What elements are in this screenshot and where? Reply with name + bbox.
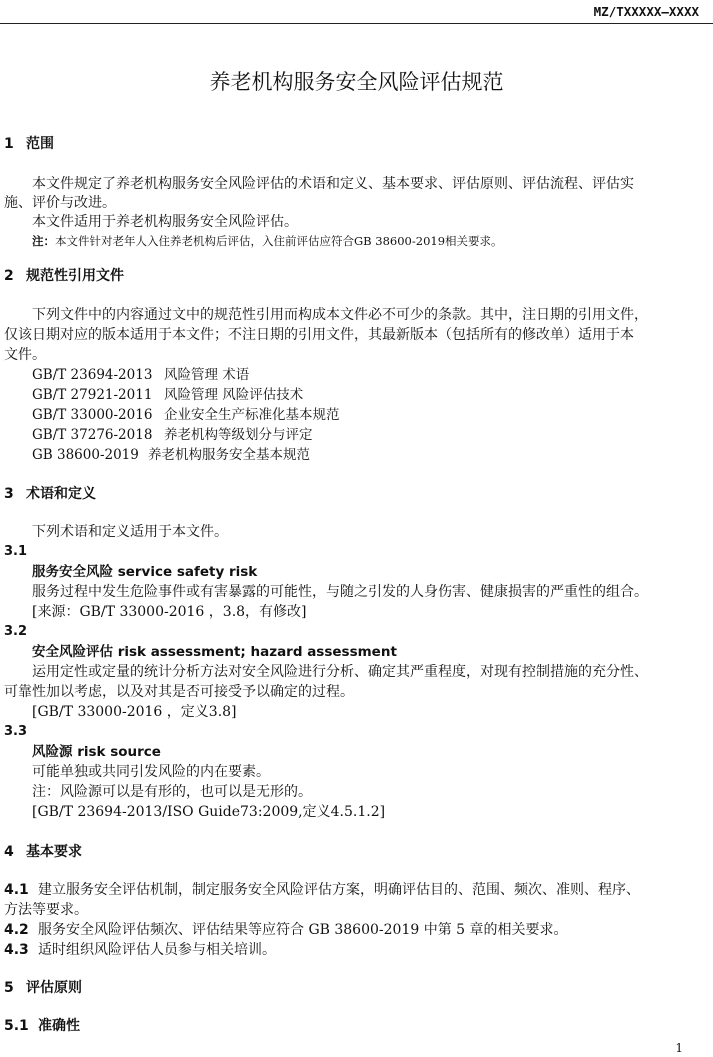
term-number: 3.2 [4,624,28,639]
reference-title: 企业安全生产标准化基本规范 [164,407,340,423]
section-title: 评估原则 [26,980,82,996]
reference-code: GB/T 27921-2011 [32,387,153,403]
reference-item [32,425,313,445]
section-title: 基本要求 [26,844,82,860]
section-2-heading [4,266,124,286]
item-number: 4.2 [4,922,29,938]
standard-code: MZ/TXXXXX—XXXX [593,4,699,19]
paragraph: 施、评价与改进。 [4,195,116,211]
document-title: 养老机构服务安全风险评估规范 [209,70,504,94]
term-title: 风险源 risk source [32,744,161,760]
term-definition: 服务过程中发生危险事件或有害暴露的可能性，与随之引发的人身伤害、健康损害的严重性的组合。 [32,584,648,600]
section-4-heading [4,842,82,862]
requirement-item [4,880,640,900]
paragraph: 本文件规定了养老机构服务安全风险评估的术语和定义、基本要求、评估原则、评估流程、评估实 [32,176,634,192]
term-number: 3.3 [4,724,28,739]
item-number: 4.1 [4,882,29,898]
section-3-heading [4,484,96,504]
section-5-heading [4,978,82,998]
paragraph: 仅该日期对应的版本适用于本文件；不注日期的引用文件，其最新版本（包括所有的修改单）适用于本 [4,327,634,343]
subsection-title: 准确性 [38,1018,80,1034]
reference-title: 风险管理 风险评估技术 [164,387,304,403]
header-rule [0,23,713,24]
section-title: 规范性引用文件 [26,268,124,284]
section-title: 术语和定义 [26,486,96,502]
reference-item [32,445,310,465]
reference-item [32,365,249,385]
item-text-continued: 方法等要求。 [4,902,88,918]
term-note: 注：风险源可以是有形的，也可以是无形的。 [32,784,312,800]
item-text: 服务安全风险评估频次、评估结果等应符合 GB 38600-2019 中第 5 章的相关要求。 [38,922,568,938]
term-source: [来源：GB/T 33000-2016 ，3.8，有修改] [32,604,307,620]
reference-code: GB 38600-2019 [32,447,139,463]
subsection-number: 5.1 [4,1018,29,1034]
reference-code: GB/T 23694-2013 [32,367,153,383]
reference-code: GB/T 37276-2018 [32,427,153,443]
term-number: 3.1 [4,544,28,559]
section-number: 2 [4,268,14,284]
paragraph: 下列术语和定义适用于本文件。 [32,524,228,540]
term-definition: 可能单独或共同引发风险的内在要素。 [32,764,270,780]
reference-title: 养老机构等级划分与评定 [164,427,313,443]
term-title: 安全风险评估 risk assessment; hazard assessment [32,644,397,660]
item-text: 建立服务安全评估机制，制定服务安全风险评估方案，明确评估目的、范围、频次、准则、程序、 [38,882,640,898]
reference-item [32,385,303,405]
reference-code: GB/T 33000-2016 [32,407,153,423]
section-number: 5 [4,980,14,996]
section-title: 范围 [26,136,54,152]
section-1-heading [4,134,54,154]
term-source: [GB/T 23694-2013/ISO Guide73:2009,定义4.5.1.2] [32,804,386,820]
section-number: 4 [4,844,14,860]
item-number: 4.3 [4,942,29,958]
section-number: 1 [4,136,14,152]
note [32,231,503,251]
note-text: 本文件针对老年人入住养老机构后评估，入住前评估应符合GB 38600-2019相关要求。 [55,234,503,248]
term-definition: 可靠性加以考虑，以及对其是否可接受予以确定的过程。 [4,684,354,700]
page-number: 1 [675,1041,683,1055]
reference-title: 养老机构服务安全基本规范 [148,447,310,463]
requirement-item [4,920,568,940]
item-text: 适时组织风险评估人员参与相关培训。 [38,942,276,958]
subsection-heading [4,1016,80,1036]
term-definition: 运用定性或定量的统计分析方法对安全风险进行分析、确定其严重程度，对现有控制措施的充分性、 [32,664,648,680]
paragraph: 文件。 [4,347,46,363]
note-label: 注： [32,234,55,248]
paragraph: 本文件适用于养老机构服务安全风险评估。 [32,214,298,230]
term-source: [GB/T 33000-2016 ，定义3.8] [32,704,237,720]
term-title: 服务安全风险 service safety risk [32,564,258,580]
reference-item [32,405,340,425]
paragraph: 下列文件中的内容通过文中的规范性引用而构成本文件必不可少的条款。其中，注日期的引用文件， [32,307,648,323]
reference-title: 风险管理 术语 [164,367,250,383]
section-number: 3 [4,486,14,502]
requirement-item [4,940,276,960]
